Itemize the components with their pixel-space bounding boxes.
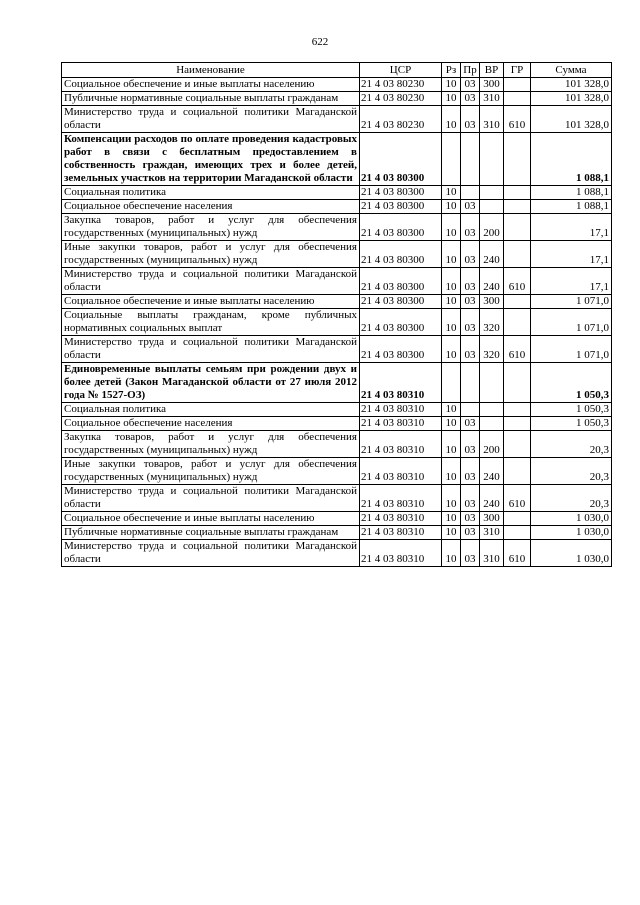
cell-sum: 20,3 bbox=[531, 458, 612, 485]
cell-gr bbox=[504, 241, 531, 268]
column-header-rz: Рз bbox=[442, 63, 461, 78]
cell-sum: 101 328,0 bbox=[531, 78, 612, 92]
cell-gr bbox=[504, 526, 531, 540]
cell-name: Социальное обеспечение и иные выплаты населению bbox=[62, 295, 360, 309]
cell-rz: 10 bbox=[442, 200, 461, 214]
cell-gr bbox=[504, 214, 531, 241]
cell-vr: 310 bbox=[480, 526, 504, 540]
cell-rz: 10 bbox=[442, 403, 461, 417]
cell-name: Закупка товаров, работ и услуг для обеспечения государственных (муниципальных) нужд bbox=[62, 431, 360, 458]
table-row bbox=[62, 214, 612, 241]
cell-gr bbox=[504, 295, 531, 309]
cell-csr: 21 4 03 80300 bbox=[360, 241, 442, 268]
cell-vr: 240 bbox=[480, 485, 504, 512]
cell-sum: 17,1 bbox=[531, 241, 612, 268]
cell-rz: 10 bbox=[442, 92, 461, 106]
cell-rz: 10 bbox=[442, 295, 461, 309]
cell-rz: 10 bbox=[442, 417, 461, 431]
cell-vr: 300 bbox=[480, 78, 504, 92]
column-header-name: Наименование bbox=[62, 63, 360, 78]
table-row bbox=[62, 309, 612, 336]
cell-csr: 21 4 03 80310 bbox=[360, 485, 442, 512]
cell-pr: 03 bbox=[461, 540, 480, 567]
cell-csr: 21 4 03 80310 bbox=[360, 458, 442, 485]
cell-sum: 1 030,0 bbox=[531, 526, 612, 540]
cell-vr: 200 bbox=[480, 214, 504, 241]
cell-name: Социальное обеспечение и иные выплаты населению bbox=[62, 512, 360, 526]
cell-sum: 1 050,3 bbox=[531, 403, 612, 417]
cell-sum: 1 071,0 bbox=[531, 295, 612, 309]
cell-csr: 21 4 03 80310 bbox=[360, 526, 442, 540]
cell-pr: 03 bbox=[461, 106, 480, 133]
page-number: 622 bbox=[311, 36, 329, 48]
cell-rz bbox=[442, 133, 461, 186]
cell-name: Социальное обеспечение и иные выплаты населению bbox=[62, 78, 360, 92]
cell-csr: 21 4 03 80310 bbox=[360, 403, 442, 417]
cell-csr: 21 4 03 80310 bbox=[360, 417, 442, 431]
cell-rz bbox=[442, 363, 461, 403]
cell-vr: 320 bbox=[480, 336, 504, 363]
cell-name: Социальная политика bbox=[62, 403, 360, 417]
cell-csr: 21 4 03 80310 bbox=[360, 512, 442, 526]
cell-rz: 10 bbox=[442, 336, 461, 363]
cell-rz: 10 bbox=[442, 241, 461, 268]
cell-gr: 610 bbox=[504, 540, 531, 567]
cell-csr: 21 4 03 80230 bbox=[360, 92, 442, 106]
cell-pr: 03 bbox=[461, 268, 480, 295]
cell-pr bbox=[461, 186, 480, 200]
cell-csr: 21 4 03 80230 bbox=[360, 78, 442, 92]
cell-sum: 1 088,1 bbox=[531, 133, 612, 186]
cell-rz: 10 bbox=[442, 214, 461, 241]
cell-sum: 1 050,3 bbox=[531, 363, 612, 403]
cell-rz: 10 bbox=[442, 186, 461, 200]
table-row bbox=[62, 540, 612, 567]
cell-sum: 1 030,0 bbox=[531, 540, 612, 567]
cell-rz: 10 bbox=[442, 526, 461, 540]
column-header-sum: Сумма bbox=[531, 63, 612, 78]
cell-pr: 03 bbox=[461, 200, 480, 214]
cell-pr: 03 bbox=[461, 417, 480, 431]
cell-csr: 21 4 03 80300 bbox=[360, 268, 442, 295]
column-header-vr: ВР bbox=[480, 63, 504, 78]
cell-pr bbox=[461, 133, 480, 186]
cell-csr: 21 4 03 80300 bbox=[360, 133, 442, 186]
cell-gr bbox=[504, 200, 531, 214]
cell-name: Публичные нормативные социальные выплаты гражданам bbox=[62, 92, 360, 106]
cell-pr: 03 bbox=[461, 214, 480, 241]
cell-pr: 03 bbox=[461, 431, 480, 458]
cell-name: Закупка товаров, работ и услуг для обеспечения государственных (муниципальных) нужд bbox=[62, 214, 360, 241]
cell-pr: 03 bbox=[461, 512, 480, 526]
cell-pr: 03 bbox=[461, 309, 480, 336]
cell-vr: 240 bbox=[480, 268, 504, 295]
cell-sum: 17,1 bbox=[531, 214, 612, 241]
cell-vr bbox=[480, 403, 504, 417]
cell-sum: 1 071,0 bbox=[531, 336, 612, 363]
table-row bbox=[62, 458, 612, 485]
cell-gr bbox=[504, 363, 531, 403]
table-row bbox=[62, 133, 612, 186]
table-row bbox=[62, 403, 612, 417]
cell-pr: 03 bbox=[461, 78, 480, 92]
table-row bbox=[62, 363, 612, 403]
cell-vr: 300 bbox=[480, 512, 504, 526]
cell-csr: 21 4 03 80300 bbox=[360, 336, 442, 363]
cell-pr: 03 bbox=[461, 485, 480, 512]
cell-sum: 101 328,0 bbox=[531, 92, 612, 106]
cell-csr: 21 4 03 80300 bbox=[360, 186, 442, 200]
cell-sum: 20,3 bbox=[531, 431, 612, 458]
cell-gr bbox=[504, 512, 531, 526]
cell-name: Министерство труда и социальной политики Магаданской области bbox=[62, 336, 360, 363]
table-row bbox=[62, 106, 612, 133]
cell-rz: 10 bbox=[442, 458, 461, 485]
cell-rz: 10 bbox=[442, 485, 461, 512]
cell-name: Компенсации расходов по оплате проведения кадастровых работ в связи с бесплатным предоставлением в собственность граждан, имеющих трех и более детей, земельных участков на территории Магаданской области bbox=[62, 133, 360, 186]
cell-name: Иные закупки товаров, работ и услуг для обеспечения государственных (муниципальных) нужд bbox=[62, 241, 360, 268]
table-header-row bbox=[62, 63, 612, 78]
cell-gr bbox=[504, 431, 531, 458]
cell-sum: 1 088,1 bbox=[531, 186, 612, 200]
cell-rz: 10 bbox=[442, 431, 461, 458]
cell-gr bbox=[504, 78, 531, 92]
cell-name: Публичные нормативные социальные выплаты гражданам bbox=[62, 526, 360, 540]
cell-rz: 10 bbox=[442, 512, 461, 526]
cell-sum: 20,3 bbox=[531, 485, 612, 512]
cell-vr bbox=[480, 133, 504, 186]
table-row bbox=[62, 512, 612, 526]
cell-sum: 101 328,0 bbox=[531, 106, 612, 133]
cell-vr: 310 bbox=[480, 106, 504, 133]
cell-vr bbox=[480, 363, 504, 403]
cell-name: Социальная политика bbox=[62, 186, 360, 200]
cell-vr: 300 bbox=[480, 295, 504, 309]
cell-gr: 610 bbox=[504, 485, 531, 512]
cell-pr: 03 bbox=[461, 458, 480, 485]
table-row bbox=[62, 485, 612, 512]
cell-name: Министерство труда и социальной политики Магаданской области bbox=[62, 485, 360, 512]
cell-gr: 610 bbox=[504, 106, 531, 133]
table-row bbox=[62, 78, 612, 92]
cell-pr bbox=[461, 363, 480, 403]
cell-pr bbox=[461, 403, 480, 417]
cell-name: Иные закупки товаров, работ и услуг для обеспечения государственных (муниципальных) нужд bbox=[62, 458, 360, 485]
cell-vr bbox=[480, 417, 504, 431]
table-row bbox=[62, 268, 612, 295]
cell-name: Социальные выплаты гражданам, кроме публичных нормативных социальных выплат bbox=[62, 309, 360, 336]
cell-csr: 21 4 03 80300 bbox=[360, 200, 442, 214]
table-row bbox=[62, 200, 612, 214]
table-row bbox=[62, 336, 612, 363]
cell-vr: 310 bbox=[480, 540, 504, 567]
cell-name: Министерство труда и социальной политики Магаданской области bbox=[62, 540, 360, 567]
column-header-pr: Пр bbox=[461, 63, 480, 78]
cell-gr bbox=[504, 403, 531, 417]
cell-csr: 21 4 03 80310 bbox=[360, 431, 442, 458]
cell-name: Социальное обеспечение населения bbox=[62, 200, 360, 214]
cell-name: Единовременные выплаты семьям при рождении двух и более детей (Закон Магаданской области от 27 июля 2012 года № 1527-ОЗ) bbox=[62, 363, 360, 403]
cell-name: Социальное обеспечение населения bbox=[62, 417, 360, 431]
cell-csr: 21 4 03 80230 bbox=[360, 106, 442, 133]
table-row bbox=[62, 92, 612, 106]
cell-gr: 610 bbox=[504, 336, 531, 363]
cell-gr: 610 bbox=[504, 268, 531, 295]
table-row bbox=[62, 526, 612, 540]
cell-vr: 320 bbox=[480, 309, 504, 336]
cell-name: Министерство труда и социальной политики Магаданской области bbox=[62, 106, 360, 133]
cell-gr bbox=[504, 309, 531, 336]
cell-gr bbox=[504, 458, 531, 485]
cell-sum: 1 030,0 bbox=[531, 512, 612, 526]
table-row bbox=[62, 186, 612, 200]
cell-rz: 10 bbox=[442, 540, 461, 567]
cell-csr: 21 4 03 80300 bbox=[360, 214, 442, 241]
cell-pr: 03 bbox=[461, 295, 480, 309]
cell-vr bbox=[480, 186, 504, 200]
cell-pr: 03 bbox=[461, 526, 480, 540]
cell-csr: 21 4 03 80310 bbox=[360, 540, 442, 567]
cell-sum: 1 050,3 bbox=[531, 417, 612, 431]
cell-rz: 10 bbox=[442, 106, 461, 133]
cell-vr bbox=[480, 200, 504, 214]
cell-name: Министерство труда и социальной политики Магаданской области bbox=[62, 268, 360, 295]
cell-pr: 03 bbox=[461, 241, 480, 268]
cell-csr: 21 4 03 80310 bbox=[360, 363, 442, 403]
cell-gr bbox=[504, 417, 531, 431]
table-row bbox=[62, 431, 612, 458]
column-header-gr: ГР bbox=[504, 63, 531, 78]
cell-sum: 1 088,1 bbox=[531, 200, 612, 214]
cell-gr bbox=[504, 92, 531, 106]
table-row bbox=[62, 295, 612, 309]
cell-sum: 1 071,0 bbox=[531, 309, 612, 336]
cell-csr: 21 4 03 80300 bbox=[360, 295, 442, 309]
budget-table bbox=[61, 62, 612, 567]
cell-pr: 03 bbox=[461, 336, 480, 363]
cell-gr bbox=[504, 133, 531, 186]
cell-vr: 200 bbox=[480, 431, 504, 458]
cell-rz: 10 bbox=[442, 309, 461, 336]
cell-vr: 310 bbox=[480, 92, 504, 106]
cell-vr: 240 bbox=[480, 241, 504, 268]
cell-pr: 03 bbox=[461, 92, 480, 106]
cell-rz: 10 bbox=[442, 268, 461, 295]
cell-gr bbox=[504, 186, 531, 200]
table-row bbox=[62, 417, 612, 431]
cell-rz: 10 bbox=[442, 78, 461, 92]
cell-sum: 17,1 bbox=[531, 268, 612, 295]
column-header-csr: ЦСР bbox=[360, 63, 442, 78]
cell-csr: 21 4 03 80300 bbox=[360, 309, 442, 336]
cell-vr: 240 bbox=[480, 458, 504, 485]
table-row bbox=[62, 241, 612, 268]
